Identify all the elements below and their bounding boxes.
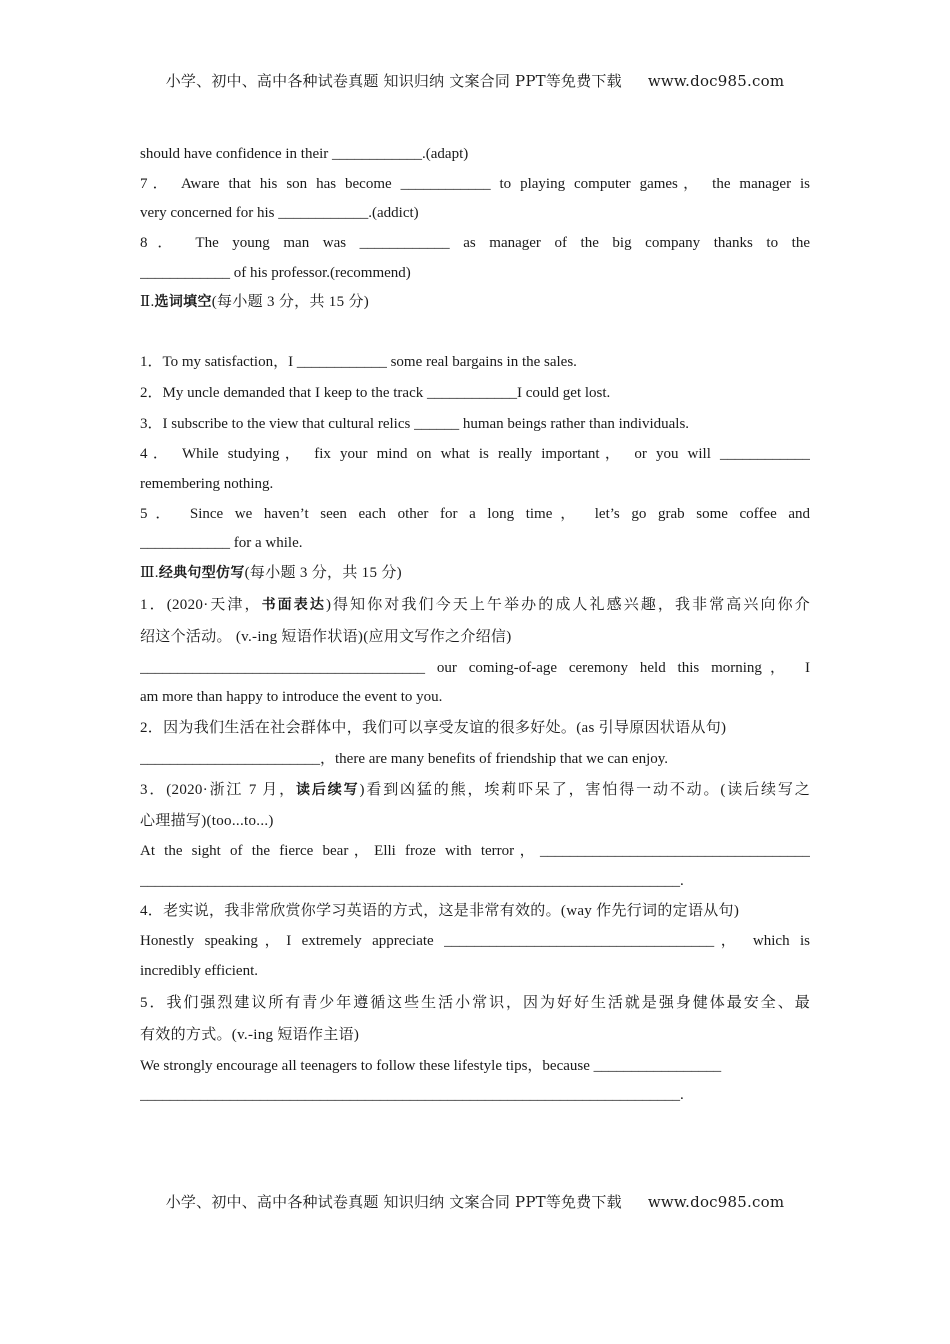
- section-2-title: [140, 288, 810, 318]
- fill-question-4-line-1: 4． While studying， fix your mind on what is really important， or you will ____________: [140, 446, 810, 463]
- page-header: [0, 70, 950, 91]
- worksheet-content: [140, 140, 810, 1111]
- section-2-heading: 选词填空: [154, 294, 212, 311]
- q1-source: 1．(2020·天津，: [140, 596, 262, 613]
- fill-question-1: 1．To my satisfaction，I ____________ some real bargains in the sales.: [140, 354, 577, 371]
- question-7-line-1: 7． Aware that his son has become ____________ to playing computer games， the manager is: [140, 175, 810, 192]
- sentence-question-1-line-4: am more than happy to introduce the event to you.: [140, 689, 443, 706]
- section-2-score: (每小题 3 分，共 15 分): [211, 294, 370, 311]
- sentence-question-4-line-1: 4．老实说，我非常欣赏你学习英语的方式，这是非常有效的。(way 作先行词的定语从句): [140, 903, 740, 920]
- spacer: [140, 318, 810, 347]
- fill-question-3: 3．I subscribe to the view that cultural relics ______ human beings rather than individuals.: [140, 416, 690, 433]
- question-8-line-2: ____________ of his professor.(recommend): [140, 264, 411, 281]
- section-3-heading: 经典句型仿写: [158, 564, 245, 581]
- sentence-question-4-line-3: incredibly efficient.: [140, 963, 259, 979]
- sentence-question-1-line-1: [140, 589, 810, 621]
- section-3-title: [140, 559, 810, 589]
- sentence-question-5-line-4: ________________________________________________________________________.: [140, 1087, 684, 1104]
- q3-source-type: 读后续写: [296, 781, 360, 798]
- fill-question-2: 2．My uncle demanded that I keep to the track ____________I could get lost.: [140, 385, 611, 402]
- q1-source-type: 书面表达: [261, 596, 326, 613]
- question-7-line-2: very concerned for his ____________.(addict): [140, 205, 419, 222]
- section-2-number: Ⅱ.: [140, 294, 155, 311]
- q3-source: 3．(2020·浙江 7 月，: [140, 781, 297, 798]
- footer-text: 小学、初中、高中各种试卷真题 知识归纳 文案合同 PPT等免费下载: [165, 1193, 622, 1211]
- sentence-question-4-line-2: Honestly speaking，I extremely appreciate ____________________________________， which is: [140, 933, 810, 950]
- section-3-number: Ⅲ.: [140, 564, 159, 581]
- sentence-question-3-line-2: 心理描写)(too...to...): [140, 812, 274, 829]
- sentence-question-3-line-1: [140, 775, 810, 806]
- header-site-link[interactable]: www.doc985.com: [647, 72, 785, 90]
- fill-question-5-line-2: ____________ for a while.: [140, 535, 303, 552]
- q1-prompt: )得知你对我们今天上午举办的成人礼感兴趣，我非常高兴向你介: [325, 596, 810, 613]
- sentence-question-5-line-1: 5．我们强烈建议所有青少年遵循这些生活小常识，因为好好生活就是强身健体最安全、最: [140, 994, 810, 1011]
- question-8-line-1: 8． The young man was ____________ as manager of the big company thanks to the: [140, 235, 810, 252]
- sentence-question-5-line-2: 有效的方式。(v.-ing 短语作主语): [140, 1026, 360, 1043]
- sentence-question-5-line-3: We strongly encourage all teenagers to follow these lifestyle tips，because _________________: [140, 1057, 722, 1074]
- line-adapt: should have confidence in their ____________.(adapt): [140, 146, 469, 162]
- sentence-question-1-line-2: 绍这个活动。 (v.-ing 短语作状语)(应用文写作之介绍信): [140, 628, 512, 645]
- sentence-question-3-line-4: ________________________________________________________________________.: [140, 872, 684, 889]
- section-3-score: (每小题 3 分，共 15 分): [244, 564, 402, 581]
- sentence-question-2-line-1: 2．因为我们生活在社会群体中，我们可以享受友谊的很多好处。(as 引导原因状语从句): [140, 719, 727, 736]
- page-footer: [0, 1191, 950, 1212]
- sentence-question-2-line-2: ________________________，there are many benefits of friendship that we can enjoy.: [140, 750, 669, 767]
- footer-site-link[interactable]: www.doc985.com: [647, 1193, 785, 1211]
- sentence-question-3-line-3: At the sight of the fierce bear，Elli froze with terror，____________________________________: [140, 842, 810, 859]
- fill-question-4-line-2: remembering nothing.: [140, 475, 274, 492]
- q3-prompt: )看到凶猛的熊，埃莉吓呆了，害怕得一动不动。(读后续写之: [359, 781, 810, 798]
- fill-question-5-line-1: 5． Since we haven’t seen each other for a long time， let’s go grab some coffee and: [140, 505, 810, 522]
- header-text: 小学、初中、高中各种试卷真题 知识归纳 文案合同 PPT等免费下载: [165, 72, 622, 90]
- sentence-question-1-line-3: ______________________________________ our coming-of-age ceremony held this morning， I: [140, 659, 810, 676]
